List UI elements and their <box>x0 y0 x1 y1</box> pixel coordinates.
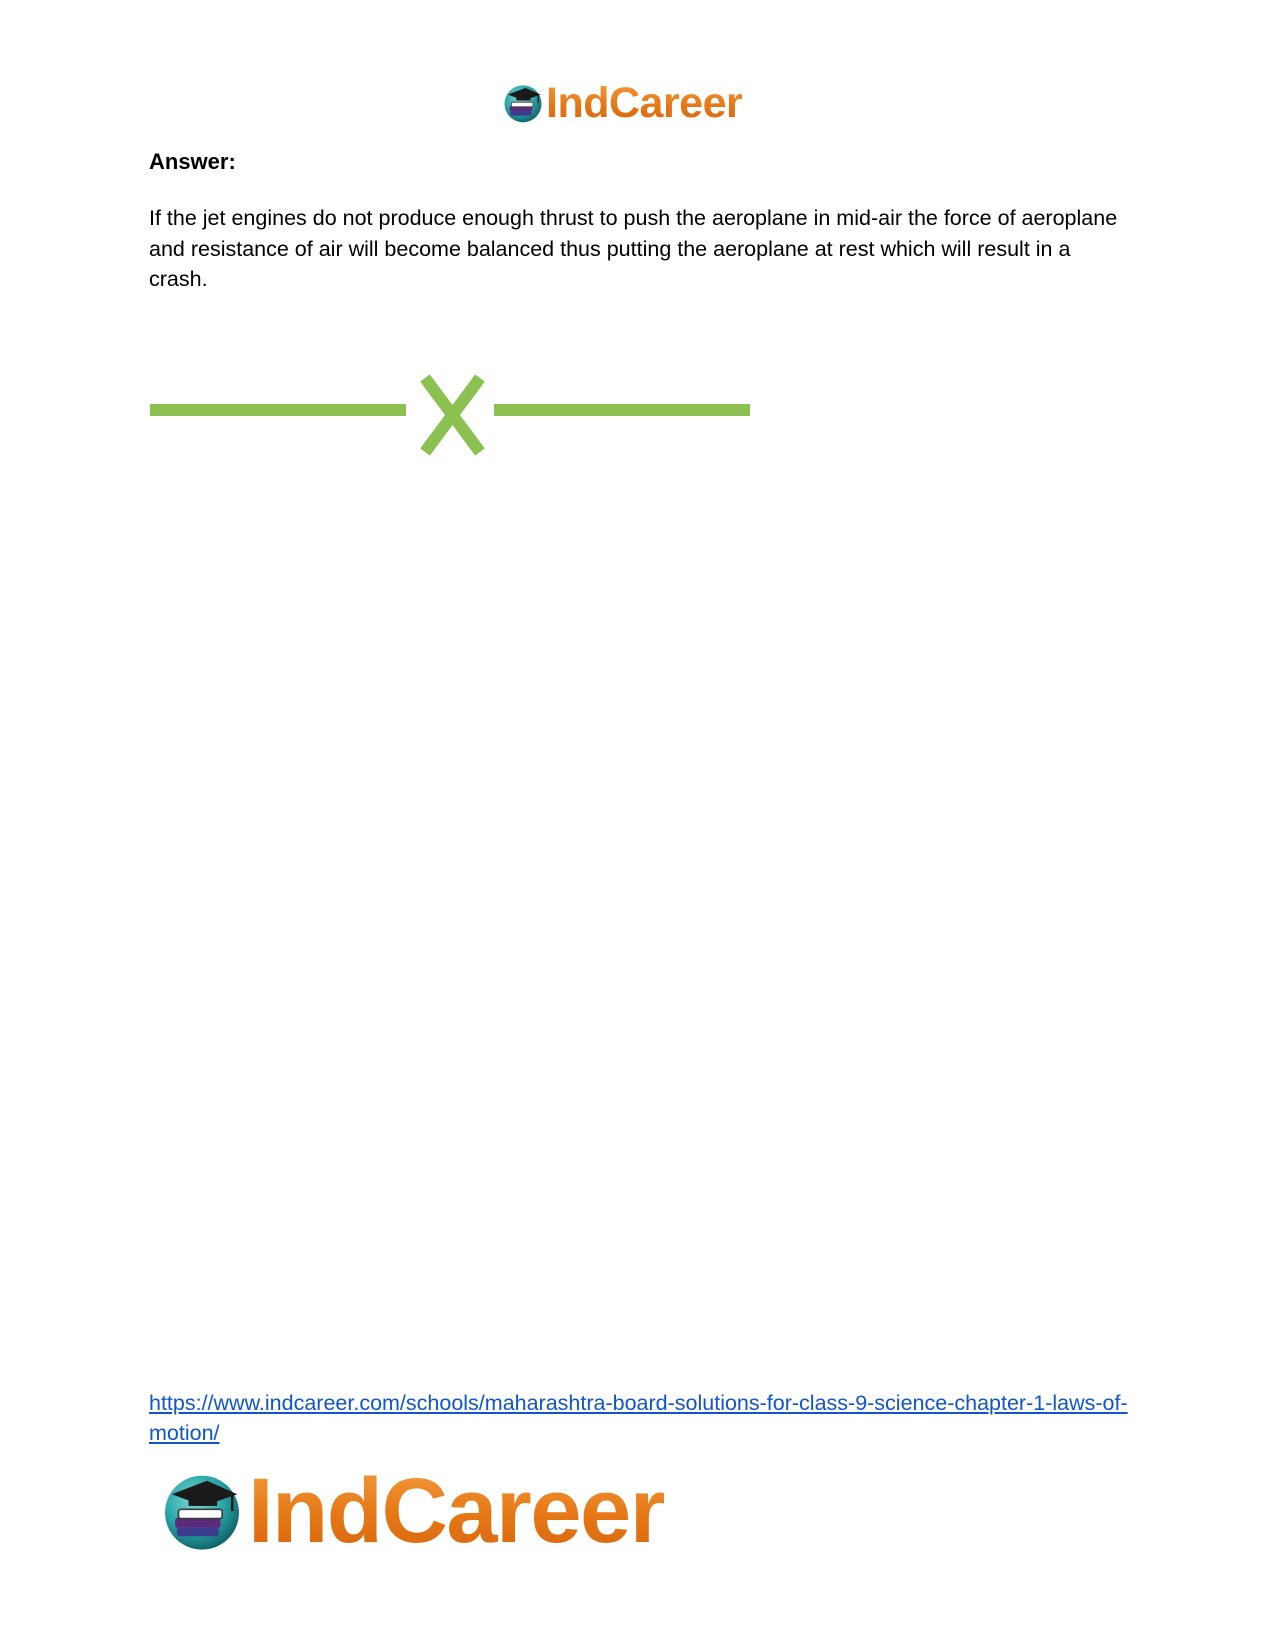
graduation-cap-books-globe-icon <box>502 82 544 124</box>
footer-source-link[interactable]: https://www.indcareer.com/schools/maharashtra-board-solutions-for-class-9-science-chapter-1-laws-of-motion/ <box>149 1391 1128 1445</box>
footer-logo <box>160 1460 664 1562</box>
cross-divider-icon <box>150 374 750 456</box>
header-logo <box>502 80 742 126</box>
graduation-cap-books-globe-icon <box>160 1469 244 1553</box>
answer-label: Answer: <box>149 149 236 174</box>
header-logo-text: IndCareer <box>546 78 743 127</box>
footer-logo-text: IndCareer <box>248 1460 664 1562</box>
answer-text: If the jet engines do not produce enough thrust to push the aeroplane in mid-air the force of aeroplane and resistance of air will become balanced thus putting the aeroplane at rest which will result in a crash. <box>149 206 1118 291</box>
